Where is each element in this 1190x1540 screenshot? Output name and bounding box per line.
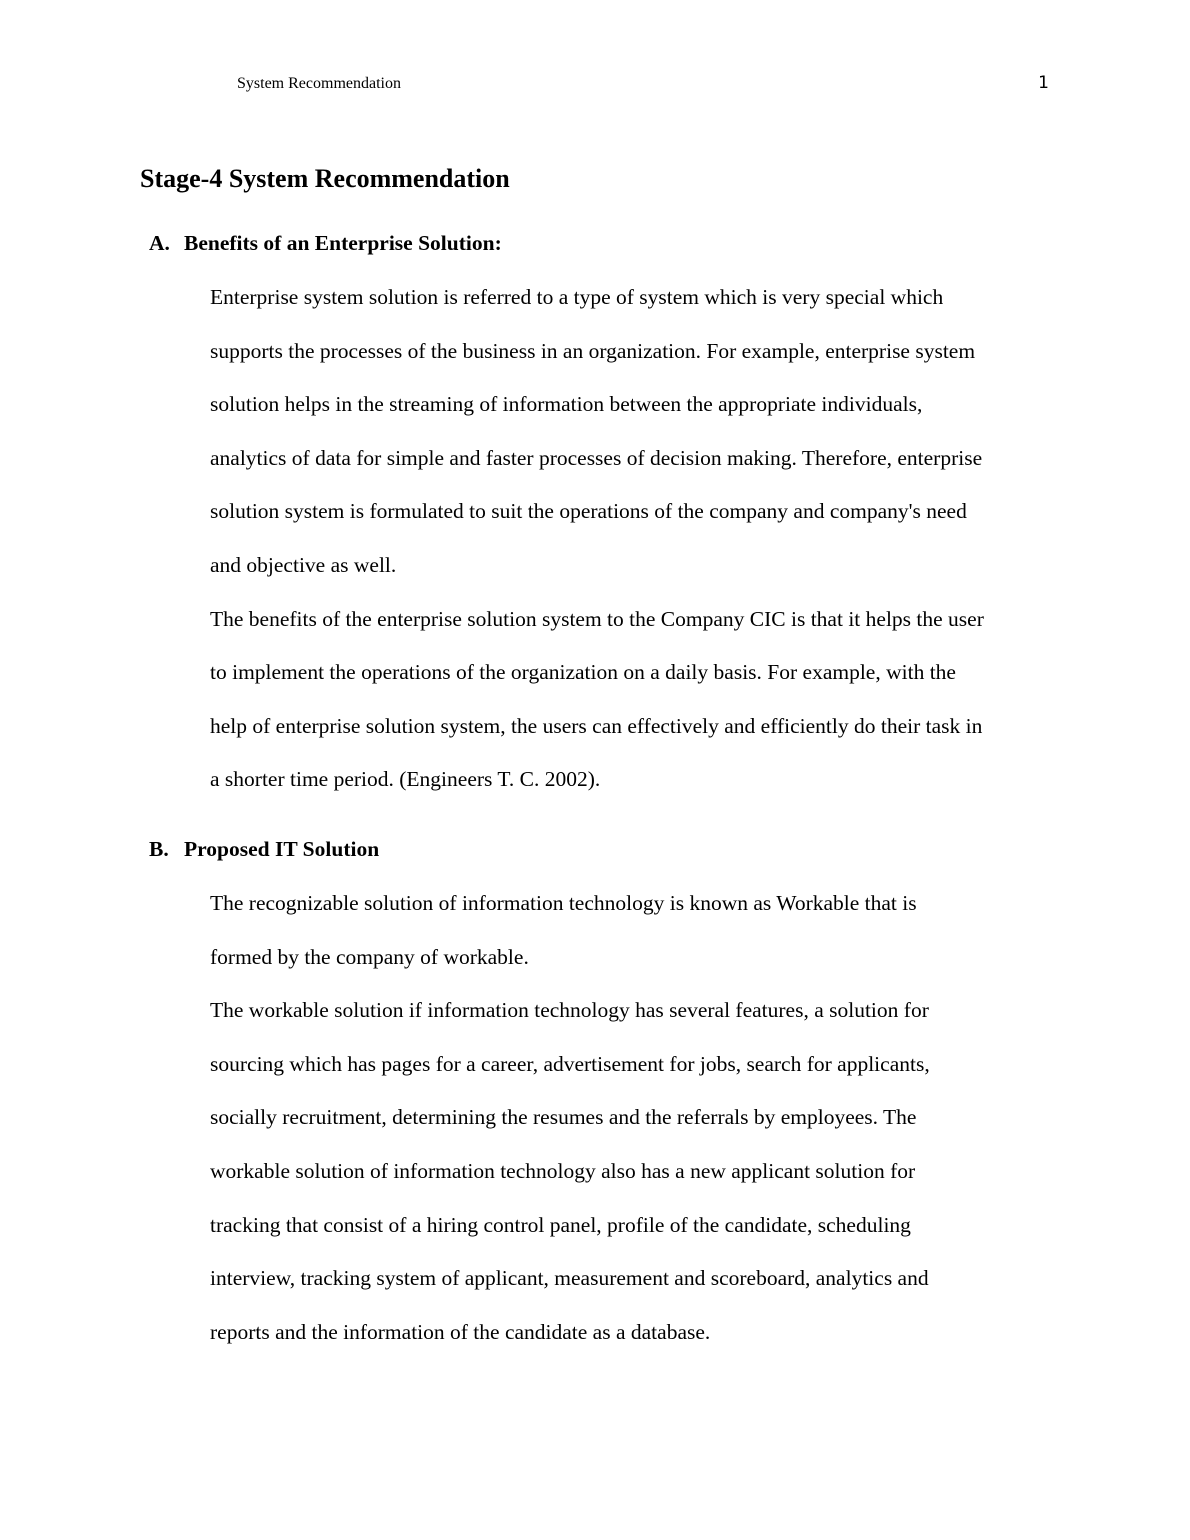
section-letter: A. (149, 231, 170, 255)
page-title: Stage-4 System Recommendation (140, 164, 510, 193)
text-line: The workable solution if information technology has several features, a solution for (210, 998, 929, 1023)
text-line: interview, tracking system of applicant, measurement and scoreboard, analytics and (210, 1266, 929, 1291)
text-line: help of enterprise solution system, the users can effectively and efficiently do their task in (210, 713, 983, 738)
text-line: The benefits of the enterprise solution system to the Company CIC is that it helps the user (210, 606, 984, 631)
section-letter: B. (149, 837, 169, 861)
text-line: The recognizable solution of information technology is known as Workable that is (210, 891, 917, 915)
section-heading-text: Benefits of an Enterprise Solution: (184, 231, 502, 255)
section-heading-a (149, 229, 502, 257)
paragraph (210, 271, 1060, 593)
section-heading-b (149, 835, 379, 863)
text-line: a shorter time period. (Engineers T. C. 2002). (210, 767, 601, 792)
text-line: reports and the information of the candidate as a database. (210, 1319, 711, 1344)
paragraph (210, 984, 1060, 1359)
text-line: supports the processes of the business in an organization. For example, enterprise system (210, 338, 976, 363)
page-number: 1 (1038, 73, 1049, 93)
section-body-b (210, 877, 1060, 1359)
text-line: sourcing which has pages for a career, advertisement for jobs, search for applicants, (210, 1051, 930, 1076)
section-heading-text: Proposed IT Solution (184, 837, 380, 861)
paragraph (210, 877, 1060, 984)
text-line: workable solution of information technology also has a new applicant solution for (210, 1158, 916, 1183)
text-line: tracking that consist of a hiring control panel, profile of the candidate, scheduling (210, 1212, 911, 1237)
text-line: solution system is formulated to suit the operations of the company and company's need (210, 499, 967, 524)
section-body-a (210, 271, 1060, 807)
text-line: to implement the operations of the organization on a daily basis. For example, with the (210, 660, 956, 685)
text-line: formed by the company of workable. (210, 944, 529, 969)
running-head: System Recommendation (237, 75, 401, 92)
paragraph (210, 593, 1060, 807)
text-line: solution helps in the streaming of information between the appropriate individuals, (210, 392, 923, 417)
text-line: analytics of data for simple and faster processes of decision making. Therefore, enterprise (210, 445, 983, 470)
text-line: and objective as well. (210, 552, 397, 577)
text-line: socially recruitment, determining the resumes and the referrals by employees. The (210, 1105, 917, 1130)
text-line: Enterprise system solution is referred to a type of system which is very special which (210, 285, 944, 309)
